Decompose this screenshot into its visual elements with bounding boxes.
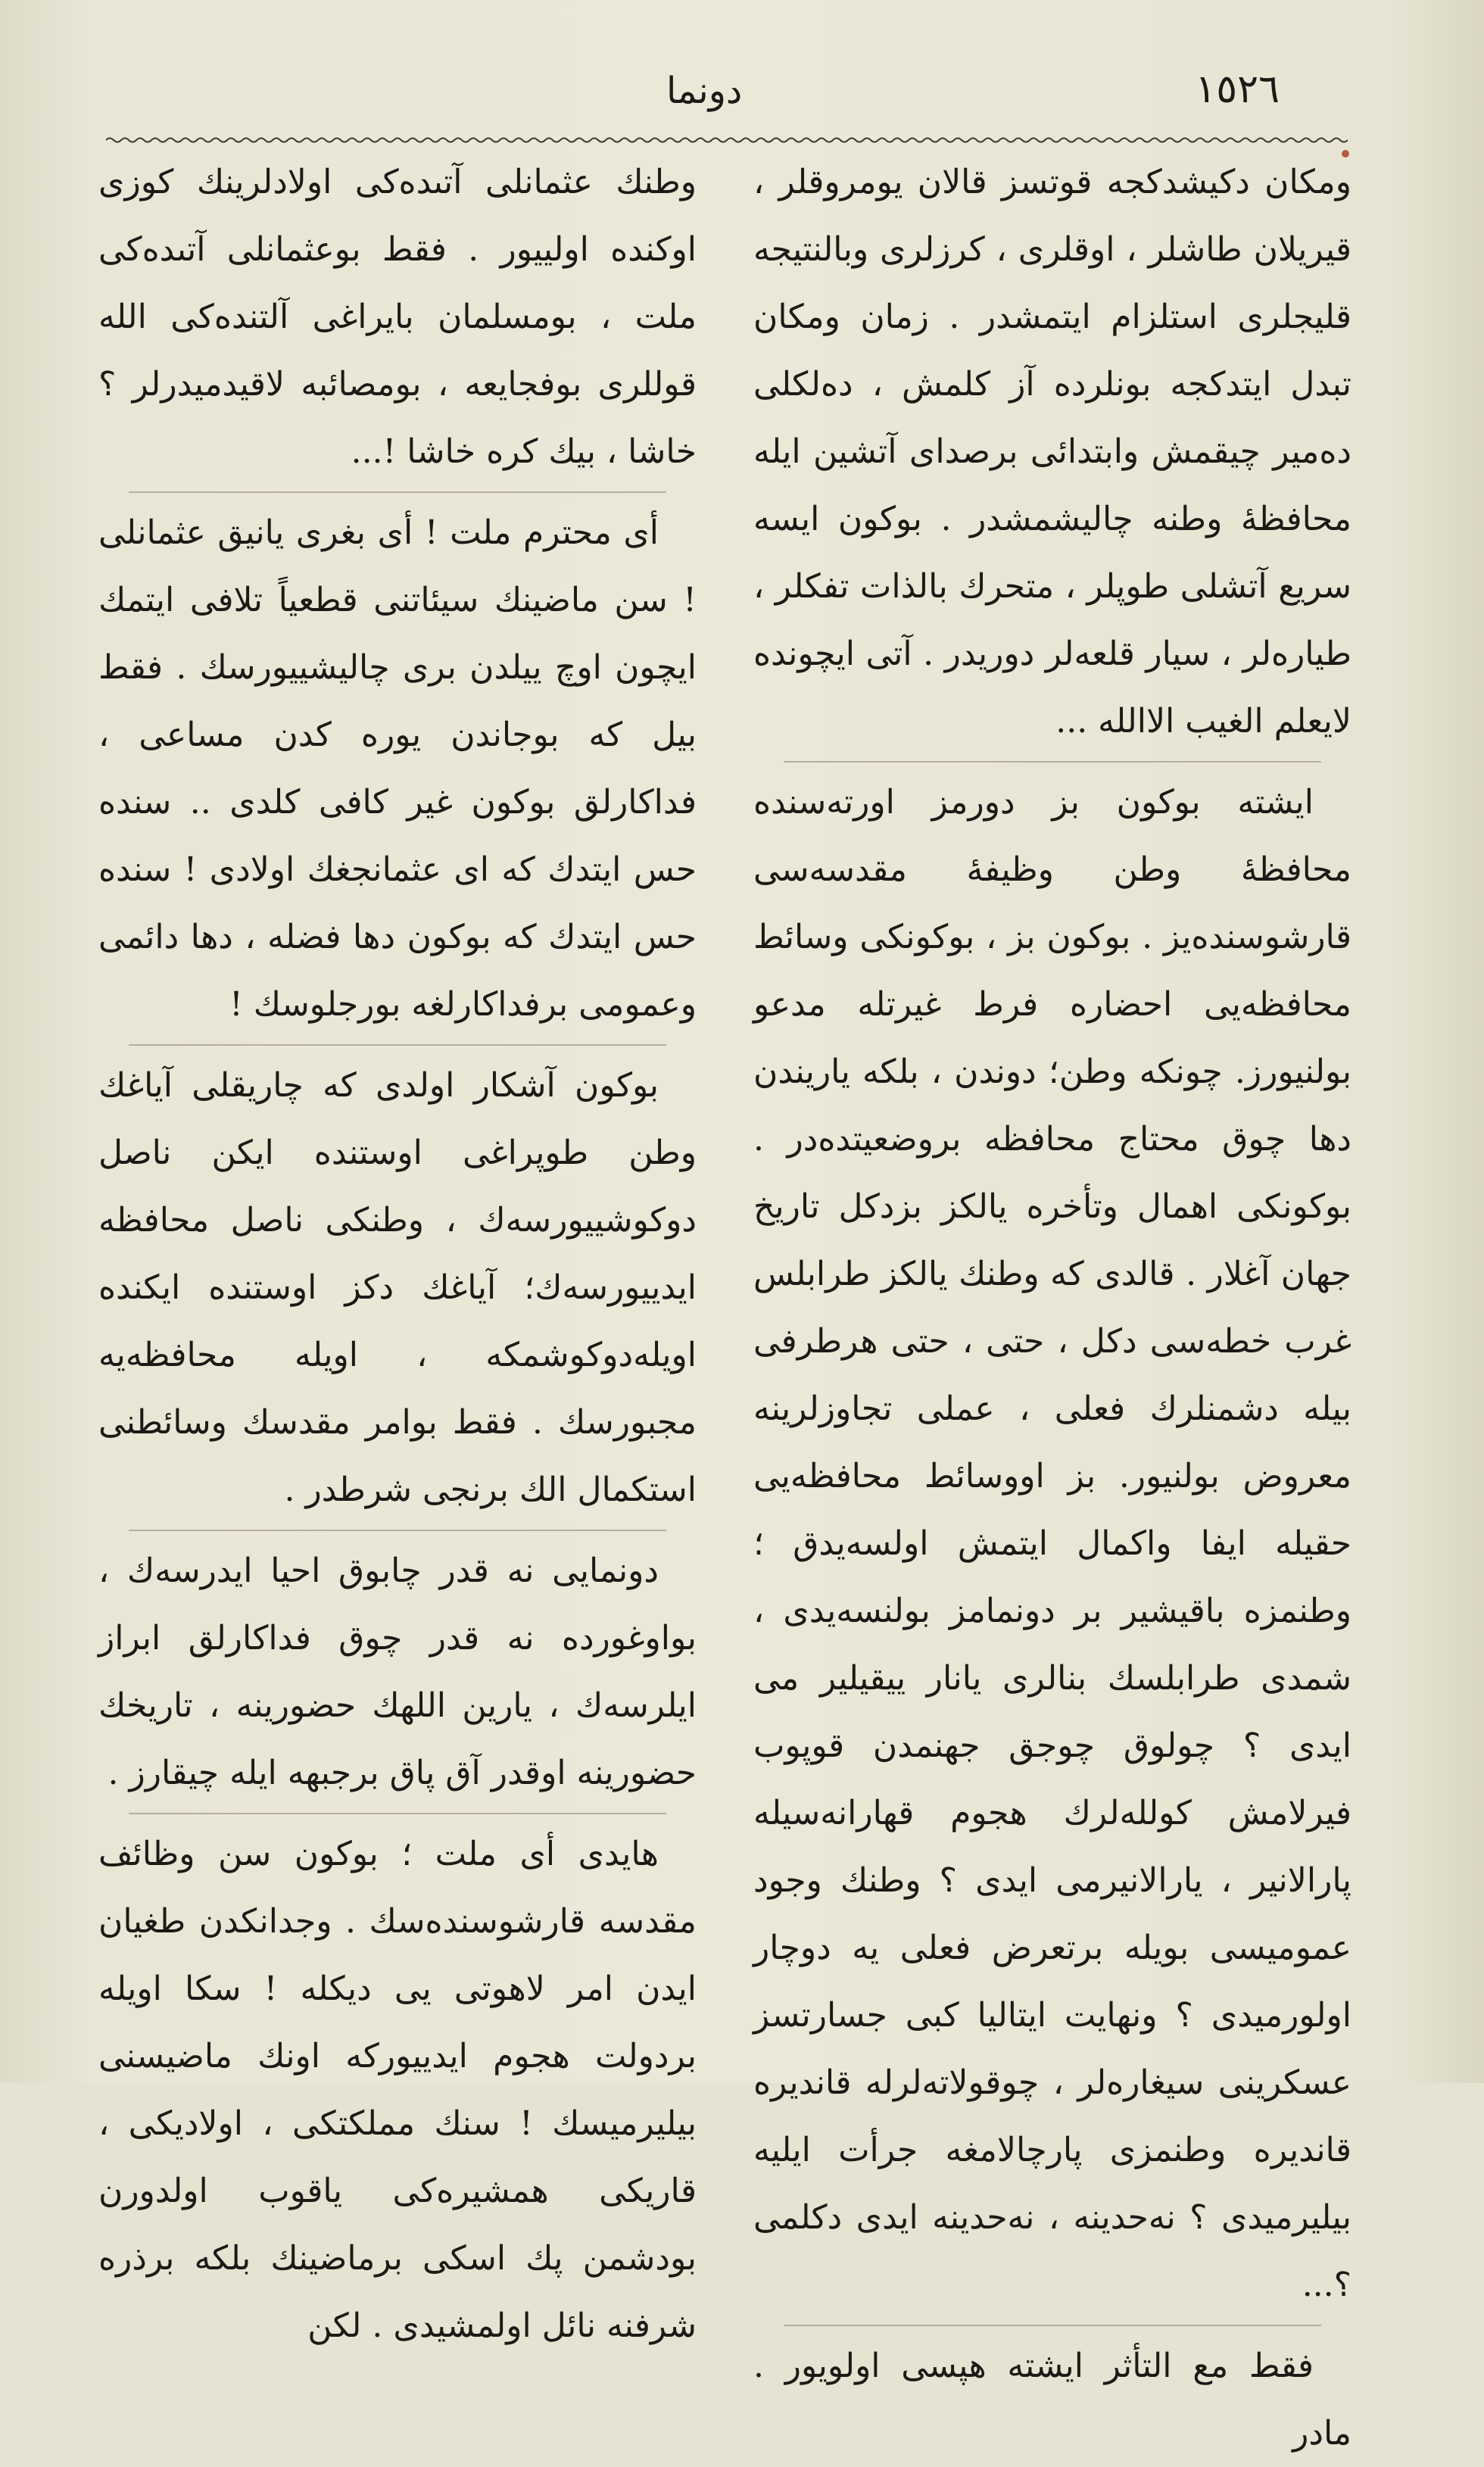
left-paragraph-5: هايدى أى ملت ؛ بوكون سن وظائف مقدسه قارشوسندەسك . وجدانكدن طغيان ايدن امر لاهوتى يى ديكله ! سكا اويله بردولت هجوم ايدييوركه اونك ماضيسنى بيليرميسك ! سنك مملكتكى ، اولاديكى ، قاريكى همشيرەكى ياقوب اولدورن بودشمن پك اسكى برماضينك بلكه برذره شرفنه نائل اولمشيدى . لكن: [98, 1835, 697, 2345]
running-title: دونما: [666, 70, 743, 112]
header-wavy-rule: [106, 135, 1348, 145]
right-column: [753, 148, 1352, 2453]
left-column: [98, 148, 697, 2345]
right-paragraph-3: فقط مع التأثر ايشته هپسى اولويور . مادر: [753, 2347, 1352, 2453]
page-header: [114, 67, 1370, 120]
page-number: ١٥٢٦: [1195, 67, 1280, 112]
paragraph-divider: [784, 761, 1321, 763]
left-paragraph-1: وطنك عثمانلى آتىدەكى اولادلرينك كوزى اوكنده اولييور . فقط بوعثمانلى آتىدەكى ملت ، بومسلمان بايراغى آلتندەكى الله قوللرى بوفجايعه ، بومصائبه لاقيدميدرلر ؟ خاشا ، بيك كره خاشا !...: [98, 163, 697, 471]
paragraph-divider: [129, 491, 666, 493]
paragraph-divider: [129, 1813, 666, 1814]
right-paragraph-1: ومكان دكيشدكجه قوتسز قالان يومروقلر ، قيريلان طاشلر ، اوقلرى ، كرزلرى وبالنتيجه قليجلرى استلزام ايتمشدر . زمان ومكان تبدل ايتدكجه بونلرده آز كلمش ، دەلكلى دەمير چيقمش وابتدائى برصداى آتشين ايله محافظهٔ وطنه چاليشمشدر . بوكون ايسه سريع آتشلى طوپلر ، متحرك بالذات تفكلر ، طيارەلر ، سيار قلعەلر دوريدر . آتى ايچونده لايعلم الغيب الاالله ...: [753, 163, 1352, 741]
paragraph-divider: [784, 2325, 1321, 2326]
left-paragraph-4: دونمايى نه قدر چابوق احيا ايدرسەك ، بواوغورده نه قدر چوق فداكارلق ابراز ايلرسەك ، يارين اللهك حضورينه ، تاريخك حضورينه اوقدر آق پاق برجبهه ايله چيقارز .: [98, 1552, 697, 1792]
paragraph-divider: [129, 1530, 666, 1531]
left-paragraph-3: بوكون آشكار اولدى كه چاريقلى آياغك وطن طوپراغى اوستنده ايكن ناصل دوكوشييورسەك ، وطنكى ناصل محافظه ايدييورسەك؛ آياغك دكز اوستنده ايكنده اويلەدوكوشمكه ، اويله محافظەيه مجبورسك . فقط بوامر مقدسك وسائطنى استكمال الك برنجى شرطدر .: [98, 1066, 697, 1509]
paragraph-divider: [129, 1044, 666, 1046]
right-paragraph-2: ايشته بوكون بز دورمز اورتەسنده محافظهٔ وطن وظيفهٔ مقدسەسى قارشوسندەيز . بوكون بز ، بوكونكى وسائط محافظەيى احضاره فرط غيرتله مدعو بولنيورز. چونكه وطن؛ دوندن ، بلكه ياريندن دها چوق محتاج محافظه بروضعيتدەدر . بوكونكى اهمال وتأخره يالكز بزدكل تاريخ جهان آغلار . قالدى كه وطنك يالكز طرابلس غرب خطەسى دكل ، حتى ، حتى هرطرفى بيله دشمنلرك فعلى ، عملى تجاوزلرينه معروض بولنيور. بز اووسائط محافظەيى حقيله ايفا واكمال ايتمش اولسەيدق ؛ وطنمزه باقيشير بر دونمامز بولنسەيدى ، شمدى طرابلسك بنالرى يانار ييقيلير مى ايدى ؟ چولوق چوجق جهنمدن قوپوب فيرلامش كوللەلرك هجوم قهارانەسيله پارالانير ، يارالانيرمى ايدى ؟ وطنك وجود عموميسى بويله برتعرض فعلى يه دوچار اولورميدى ؟ ونهايت ايتاليا كبى جسارتسز عسكرينى سيغارەلر ، چوقولاتەلرله قانديره قانديره وطنمزى پارچالامغه جرأت ايليه بيليرميدى ؟ نەحدينه ، نەحدينه ايدى دكلمى ؟...: [753, 783, 1352, 2304]
left-paragraph-2: أى محترم ملت ! أى بغرى يانيق عثمانلى ! سن ماضينك سيئاتنى قطعياً تلافى ايتمك ايچون اوچ ييلدن برى چاليشييورسك . فقط بيل كه بوجاندن يوره كدن مساعى ، فداكارلق بوكون غير كافى كلدى .. سنده حس ايتدك كه اى عثمانجغك اولادى ! سنده حس ايتدك كه بوكون دها فضله ، دها دائمى وعمومى برفداكارلغه بورجلوسك !: [98, 513, 697, 1024]
